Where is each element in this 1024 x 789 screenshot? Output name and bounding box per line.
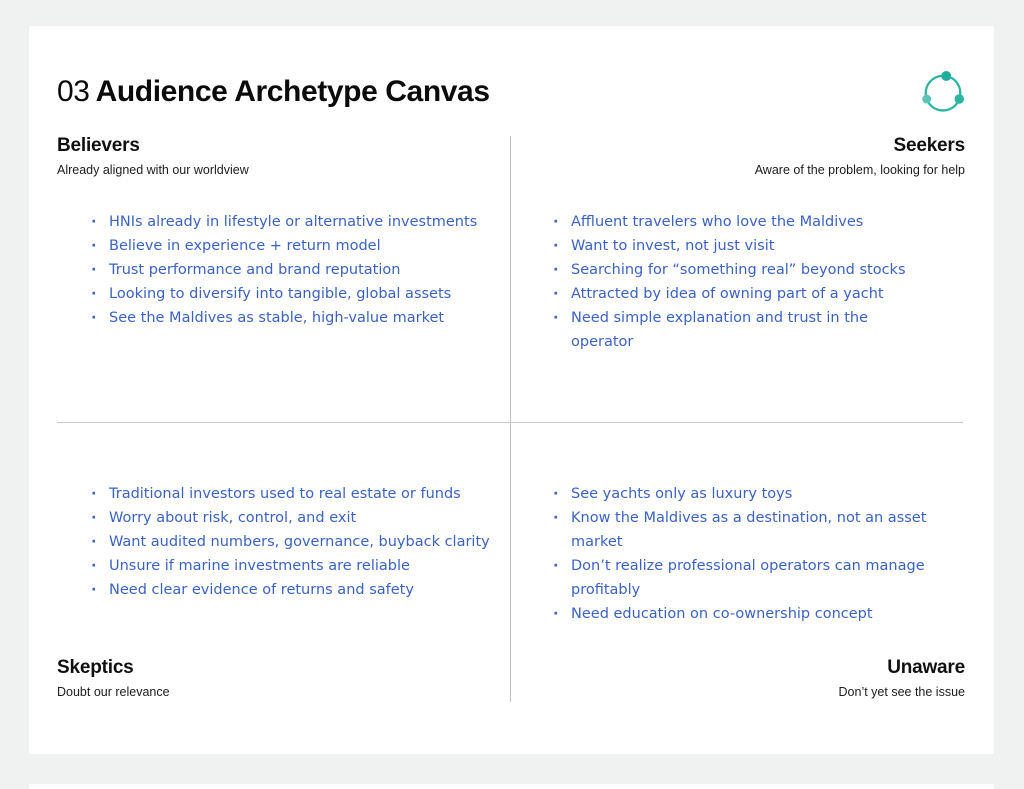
horizontal-divider — [57, 422, 963, 423]
quadrant-label-skeptics — [57, 656, 477, 700]
seekers-bullet-list — [552, 210, 930, 354]
unaware-bullet-list — [552, 482, 956, 626]
vertical-divider — [510, 136, 511, 702]
next-slide-edge — [29, 784, 994, 789]
quadrant-title: Skeptics — [57, 657, 134, 678]
bullet-item: · Believe in experience + return model — [90, 234, 494, 258]
quadrant-subtitle: Aware of the problem, looking for help — [754, 163, 965, 177]
bullet-item: · Need clear evidence of returns and safety — [90, 578, 496, 602]
quadrant-subtitle: Doubt our relevance — [57, 685, 170, 699]
quadrant-title: Seekers — [893, 135, 965, 156]
slide-card — [29, 26, 994, 754]
bullet-item: · Want audited numbers, governance, buyback clarity — [90, 530, 496, 554]
bullet-item: · See yachts only as luxury toys — [552, 482, 956, 506]
bullet-item: · Attracted by idea of owning part of a yacht — [552, 282, 930, 306]
orbit-cycle-logo-icon — [917, 66, 969, 118]
page-title-text: Audience Archetype Canvas — [95, 75, 490, 108]
bullet-item: · Know the Maldives as a destination, not an asset market — [552, 506, 956, 554]
quadrant-label-unaware — [545, 656, 965, 700]
page-title — [57, 74, 490, 110]
page-number: 03 — [57, 75, 90, 108]
quadrant-subtitle: Don’t yet see the issue — [838, 685, 965, 699]
believers-bullet-list — [90, 210, 494, 330]
bullet-item: · Affluent travelers who love the Maldives — [552, 210, 930, 234]
bullet-item: · Need simple explanation and trust in the operator — [552, 306, 930, 354]
bullet-item: · Looking to diversify into tangible, global assets — [90, 282, 494, 306]
quadrant-subtitle: Already aligned with our worldview — [57, 163, 249, 177]
bullet-item: · Want to invest, not just visit — [552, 234, 930, 258]
bullet-item: · Don’t realize professional operators can manage profitably — [552, 554, 956, 602]
bullet-item: · Unsure if marine investments are reliable — [90, 554, 496, 578]
quadrant-title: Unaware — [887, 657, 965, 678]
bullet-item: · HNIs already in lifestyle or alternative investments — [90, 210, 494, 234]
quadrant-label-believers — [57, 134, 477, 178]
bullet-item: · See the Maldives as stable, high-value market — [90, 306, 494, 330]
bullet-item: · Need education on co-ownership concept — [552, 602, 956, 626]
quadrant-label-seekers — [545, 134, 965, 178]
bullet-item: · Traditional investors used to real estate or funds — [90, 482, 496, 506]
bullet-item: · Searching for “something real” beyond stocks — [552, 258, 930, 282]
skeptics-bullet-list — [90, 482, 496, 602]
bullet-item: · Trust performance and brand reputation — [90, 258, 494, 282]
bullet-item: · Worry about risk, control, and exit — [90, 506, 496, 530]
quadrant-title: Believers — [57, 135, 140, 156]
